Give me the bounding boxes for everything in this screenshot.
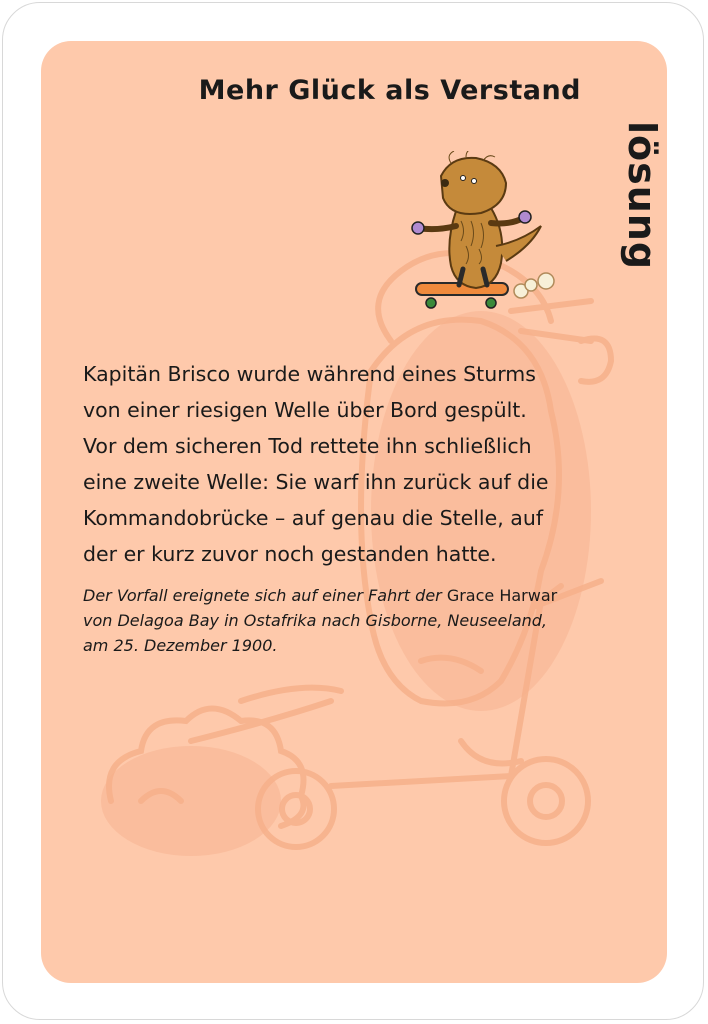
solution-card <box>41 41 667 983</box>
solution-label: lösung <box>620 121 664 271</box>
solution-line: Vor dem sicheren Tod rettete ihn schließlich <box>83 434 532 458</box>
solution-line: Kapitän Brisco wurde während eines Sturms <box>83 362 536 386</box>
ship-name: Grace Harwar <box>446 586 558 605</box>
solution-text <box>83 356 603 572</box>
solution-line: eine zweite Welle: Sie warf ihn zurück auf die <box>83 470 549 494</box>
card-title: Mehr Glück als Verstand <box>198 75 581 106</box>
solution-line: Kommandobrücke – auf genau die Stelle, auf <box>83 506 544 530</box>
footnote <box>83 583 643 658</box>
footnote-line <box>83 633 643 658</box>
footnote-line <box>83 583 643 608</box>
footnote-italic: Der Vorfall ereignete sich auf einer Fahrt der <box>83 586 447 605</box>
furry-creature-on-skateboard-icon <box>411 151 561 321</box>
solution-line: der er kurz zuvor noch gestanden hatte. <box>83 542 497 566</box>
footnote-italic: von Delagoa Bay in Ostafrika nach Gisborne, Neuseeland, <box>83 611 547 630</box>
solution-line: von einer riesigen Welle über Bord gespült. <box>83 398 527 422</box>
footnote-italic: am 25. Dezember 1900. <box>83 636 278 655</box>
footnote-line <box>83 608 643 633</box>
